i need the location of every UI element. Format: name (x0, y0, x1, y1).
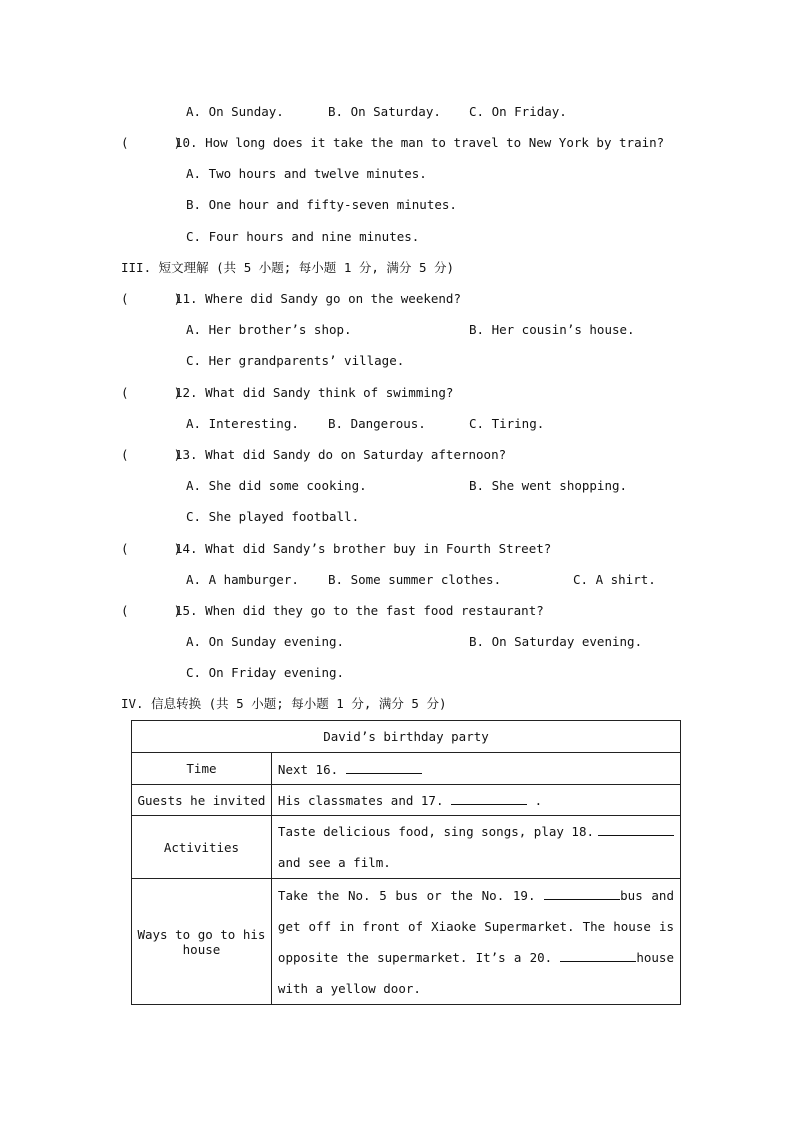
q11-answer-blank[interactable]: ( ) (121, 291, 182, 306)
q10-answer-blank[interactable]: ( ) (121, 135, 182, 150)
q12-option-a: A. Interesting. (186, 416, 299, 431)
ways-text-1: Take the No. 5 bus or the No. 19. (277, 887, 536, 903)
q14-option-a: A. A hamburger. (186, 572, 299, 587)
q13-stem: 13. What did Sandy do on Saturday afternoon? (175, 447, 507, 462)
section4-heading: IV. 信息转换 (共 5 小题; 每小题 1 分, 满分 5 分) (121, 696, 447, 711)
q10-stem: 10. How long does it take the man to travel to New York by train? (175, 135, 665, 150)
q13-option-c: C. She played football. (186, 509, 360, 524)
blank-18[interactable] (598, 823, 674, 836)
q12-option-b: B. Dangerous. (328, 416, 426, 431)
q15-answer-blank[interactable]: ( ) (121, 603, 182, 618)
birthday-party-table (131, 720, 681, 1005)
guests-label: Guests he invited (132, 785, 272, 816)
q11-option-c: C. Her grandparents’ village. (186, 353, 405, 368)
activities-line2: and see a film. (277, 855, 391, 870)
guests-value: His classmates and 17. (277, 793, 444, 808)
q13-option-a: A. She did some cooking. (186, 478, 367, 493)
blank-17[interactable] (451, 792, 527, 805)
time-cell (271, 753, 680, 785)
q14-option-b: B. Some summer clothes. (328, 572, 502, 587)
q15-stem: 15. When did they go to the fast food restaurant? (175, 603, 544, 618)
q9-option-a: A. On Sunday. (186, 104, 284, 119)
blank-19[interactable] (544, 887, 620, 900)
activities-label: Activities (132, 816, 272, 879)
q10-option-a: A. Two hours and twelve minutes. (186, 166, 427, 181)
blank-16[interactable] (346, 761, 422, 774)
time-value: Next 16. (277, 761, 339, 777)
q14-answer-blank[interactable]: ( ) (121, 541, 182, 556)
q11-option-a: A. Her brother’s shop. (186, 322, 352, 337)
q12-stem: 12. What did Sandy think of swimming? (175, 385, 454, 400)
q10-option-c: C. Four hours and nine minutes. (186, 229, 420, 244)
q13-answer-blank[interactable]: ( ) (121, 447, 182, 462)
activities-cell (271, 816, 680, 879)
q15-option-a: A. On Sunday evening. (186, 634, 345, 649)
q12-option-c: C. Tiring. (469, 416, 545, 431)
q9-option-b: B. On Saturday. (328, 104, 441, 119)
table-title: David’s birthday party (132, 721, 681, 753)
q14-option-c: C. A shirt. (573, 572, 656, 587)
activities-line1: Taste delicious food, sing songs, play 18. (277, 824, 594, 839)
time-label: Time (132, 753, 272, 785)
q14-stem: 14. What did Sandy’s brother buy in Fourth Street? (175, 541, 552, 556)
q11-option-b: B. Her cousin’s house. (469, 322, 635, 337)
ways-text-3: house with a yellow door. (277, 949, 674, 996)
blank-20[interactable] (560, 949, 636, 962)
section3-heading: III. 短文理解 (共 5 小题; 每小题 1 分, 满分 5 分) (121, 260, 455, 275)
q15-option-b: B. On Saturday evening. (469, 634, 643, 649)
q12-answer-blank[interactable]: ( ) (121, 385, 182, 400)
guests-end: . (534, 793, 543, 808)
guests-cell (271, 785, 680, 816)
q9-option-c: C. On Friday. (469, 104, 567, 119)
q10-option-b: B. One hour and fifty-seven minutes. (186, 197, 457, 212)
ways-cell (271, 879, 680, 1005)
ways-text-2: bus and get off in front of Xiaoke Supermarket. The house is opposite the supermarket. It’s a 20. (277, 887, 674, 965)
ways-label: Ways to go to his house (132, 879, 272, 1005)
q15-option-c: C. On Friday evening. (186, 665, 345, 680)
q11-stem: 11. Where did Sandy go on the weekend? (175, 291, 461, 306)
q13-option-b: B. She went shopping. (469, 478, 628, 493)
